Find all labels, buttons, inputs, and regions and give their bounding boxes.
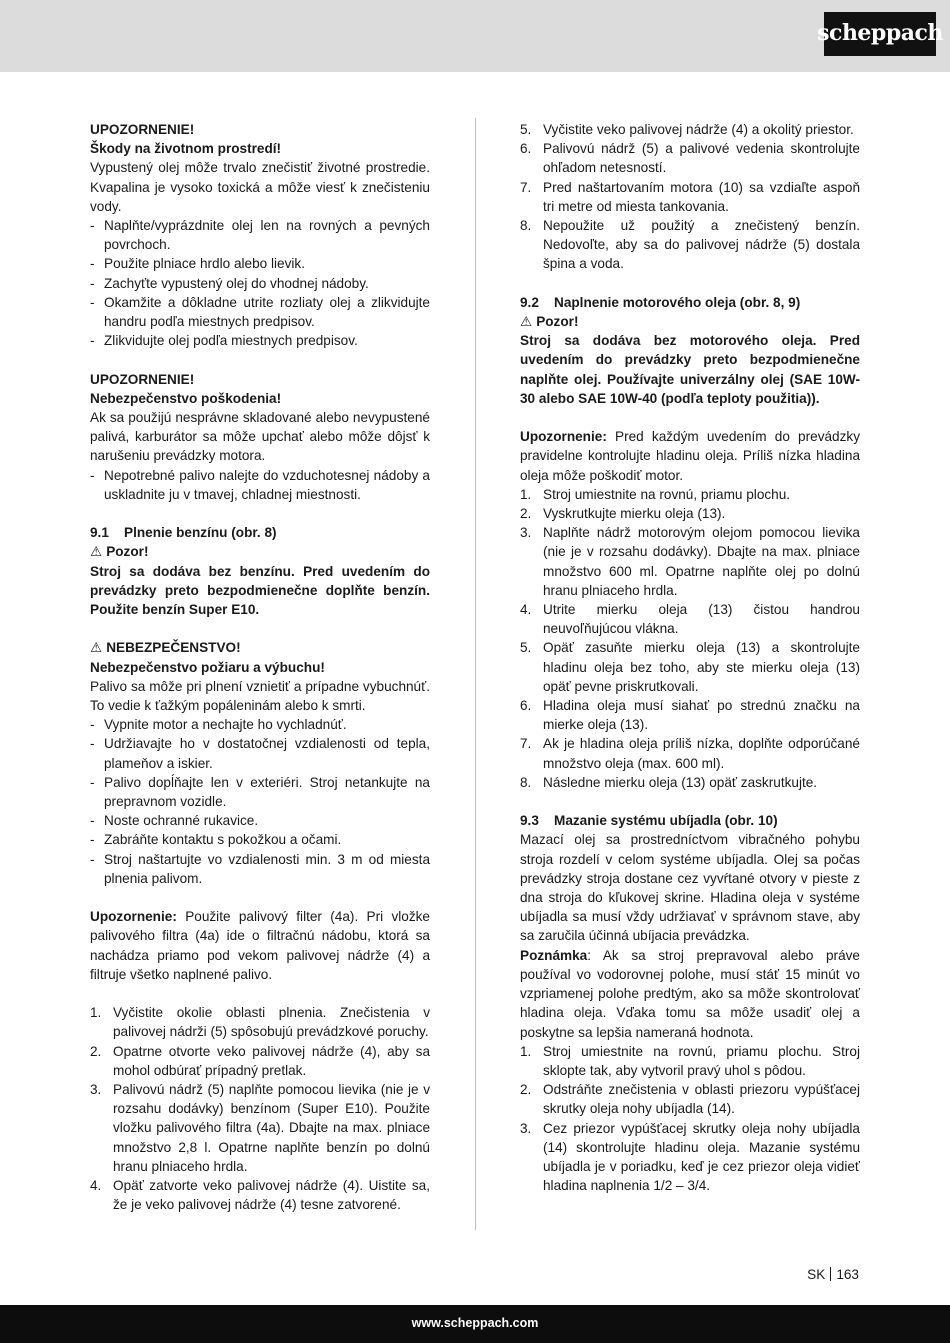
step-item: 4. Utrite mierku oleja (13) čistou handrou neuvoľňujúcou vlákna. [520, 602, 860, 637]
brand-logo: scheppach [824, 12, 936, 56]
section-heading [90, 523, 430, 542]
numbered-steps [520, 485, 860, 792]
section-number: 9.2 [520, 294, 539, 310]
list-item: - Naplňte/vyprázdnite olej len na rovných a pevných povrchoch. [90, 216, 430, 254]
step-item: 3. Naplňte nádrž motorovým olejom pomocou lievika (nie je v rozsahu dodávky). Dbajte na max. plniace množstvo 600 ml. Opatrne naplňte olej po dolnú hranu plniaceho hrdla. [520, 525, 860, 598]
page-number [807, 1265, 859, 1284]
step-item: 1. Stroj umiestnite na rovnú, priamu plochu. [520, 486, 791, 502]
caution-label: Pozor! [536, 314, 579, 330]
section-title: Naplnenie motorového oleja (obr. 8, 9) [554, 294, 801, 310]
caution-text: Stroj sa dodáva bez motorového oleja. Pred uvedením do prevádzky preto bezpodmienečne naplňte olej. Používajte univerzálny olej (SAE 10W-30 alebo SAE 10W-40 (podľa teploty použitia)). [520, 333, 860, 406]
list-item: - Zachyťte vypustený olej do vhodnej nádoby. [90, 274, 430, 293]
warning-triangle-icon: ⚠ [520, 314, 533, 330]
step-item: 8. Nepoužite už použitý a znečistený benzín. Nedovoľte, aby sa do palivovej nádrže (5) dostala špina a voda. [520, 218, 860, 272]
website-link[interactable]: www.scheppach.com [411, 1316, 539, 1331]
caution-line [90, 542, 430, 561]
danger-title [90, 638, 430, 657]
step-item: 5. Opäť zasuňte mierku oleja (13) a skontrolujte hladinu oleja bez toho, aby ste mierku oleja (13) opäť pevne priskrutkovali. [520, 640, 860, 694]
danger-list [90, 715, 430, 888]
page-number-value: 163 [836, 1267, 859, 1282]
section-number: 9.1 [90, 525, 109, 541]
page-separator [830, 1267, 831, 1281]
step-item: 6. Hladina oleja musí siahať po strednú značku na mierke oleja (13). [520, 698, 860, 733]
step-item: 1. Stroj umiestnite na rovnú, priamu plochu. Stroj sklopte tak, aby vytvoril pravý uhol s pôdou. [520, 1043, 860, 1078]
section-number: 9.3 [520, 813, 539, 829]
step-item: 8. Následne mierku oleja (13) opäť zaskrutkujte. [520, 774, 818, 790]
step-item: 2. Vyskrutkujte mierku oleja (13). [520, 506, 726, 522]
step-item: 5. Vyčistite veko palivovej nádrže (4) a okolitý priestor. [520, 122, 854, 137]
list-item: - Okamžite a dôkladne utrite rozliaty olej a zlikvidujte handru podľa miestnych predpisov. [90, 293, 430, 331]
step-item: 3. Palivovú nádrž (5) naplňte pomocou lievika (nie je v rozsahu dodávky) benzínom (Super E10). Použite vložku palivového filtra (4a). Dbajte na max. plniace množstvo 2,8 l. Opatrne naplňte benzín po dolnú hranu plniaceho hrdla. [90, 1082, 430, 1174]
left-column [90, 120, 430, 1215]
list-item: - Noste ochranné rukavice. [90, 811, 430, 830]
list-item: - Stroj naštartujte vo vzdialenosti min. 3 m od miesta plnenia palivom. [90, 850, 430, 888]
danger-label: NEBEZPEČENSTVO! [106, 640, 241, 656]
note-label: Upozornenie: [90, 909, 177, 925]
warning-triangle-icon: ⚠ [90, 640, 103, 656]
section-title: Mazanie systému ubíjadla (obr. 10) [554, 813, 778, 829]
language-code: SK [807, 1267, 826, 1282]
step-item: 3. Cez priezor vypúšťacej skrutky oleja nohy ubíjadla (14) skontrolujte hladinu oleja. Mazanie systému ubíjadla je v poriadku, keď je cez priezor oleja vidieť hladina naplnenia 1/2 – 3/4. [520, 1120, 860, 1194]
warning-subtitle: Nebezpečenstvo poškodenia! [90, 390, 282, 406]
section-heading [520, 293, 860, 312]
step-item: 7. Pred naštartovaním motora (10) sa vzdiaľte aspoň tri metre od miesta tankovania. [520, 179, 860, 214]
list-item: - Vypnite motor a nechajte ho vychladnúť. [90, 715, 430, 734]
numbered-steps [520, 1042, 860, 1196]
column-divider [475, 118, 476, 1230]
warning-title: UPOZORNENIE! [90, 122, 195, 137]
warning-triangle-icon: ⚠ [90, 544, 103, 560]
caution-line [520, 312, 860, 331]
note-paragraph [90, 907, 430, 984]
caution-text: Stroj sa dodáva bez benzínu. Pred uvedením do prevádzky preto bezpodmienečne doplňte benzín. Použite benzín Super E10. [90, 563, 430, 618]
list-item: - Nepotrebné palivo nalejte do vzduchotesnej nádoby a uskladnite ju v tmavej, chladnej miestnosti. [90, 466, 430, 504]
step-item: 1. Vyčistite okolie oblasti plnenia. Znečistenia v palivovej nádrži (5) spôsobujú prevádzkové poruchy. [90, 1005, 430, 1040]
list-item: - Zabráňte kontaktu s pokožkou a očami. [90, 830, 430, 849]
note-text: : Ak sa stroj prepravoval alebo práve používal vo vodorovnej polohe, musí stáť 15 minút vo vzpriamenej polohe predtým, ako sa môže skontrolovať hladina oleja. Vďaka tomu sa môže usadiť olej a poskytne sa lepšia nameraná hodnota. [520, 947, 860, 1040]
warning-subtitle: Škody na životnom prostredí! [90, 141, 282, 157]
list-item: - Použite plniace hrdlo alebo lievik. [90, 254, 430, 273]
header-bar [0, 0, 950, 72]
note-label: Poznámka [520, 947, 588, 963]
warning-title: UPOZORNENIE! [90, 371, 195, 387]
note-text: Použite palivový filter (4a). Pri vložke palivového filtra (4a) ide o filtračnú nádobu, ktorá sa nachádza priamo pod vekom palivovej nádrže (4) a filtruje všetko naplnené palivo. [90, 909, 430, 982]
danger-subtitle: Nebezpečenstvo požiaru a výbuchu! [90, 659, 325, 675]
list-item: - Zlikvidujte olej podľa miestnych predpisov. [90, 331, 430, 350]
list-item: - Udržiavajte ho v dostatočnej vzdialenosti od tepla, plameňov a iskier. [90, 734, 430, 772]
section-title: Plnenie benzínu (obr. 8) [124, 525, 277, 541]
note-paragraph [520, 427, 860, 485]
step-item: 2. Opatrne otvorte veko palivovej nádrže (4), aby sa mohol odbúrať prípadný pretlak. [90, 1043, 430, 1078]
numbered-steps [520, 120, 860, 274]
note-paragraph [520, 946, 860, 1042]
note-text: Pred každým uvedením do prevádzky pravidelne kontrolujte hladinu oleja. Príliš nízka hladina oleja môže poškodiť motor. [520, 429, 860, 483]
right-column [520, 120, 860, 1195]
caution-label: Pozor! [106, 544, 149, 560]
warning-text: Ak sa použijú nesprávne skladované alebo nevypustené palivá, karburátor sa môže upchať alebo môže dôjsť k narušeniu prevádzky motora. [90, 410, 430, 464]
step-item: 2. Odstráňte znečistenia v oblasti priezoru vypúšťacej skrutky oleja nohy ubíjadla (14). [520, 1082, 860, 1117]
section-heading [520, 811, 860, 830]
step-item: 4. Opäť zatvorte veko palivovej nádrže (4). Uistite sa, že je veko palivovej nádrže (4) tesne zatvorené. [90, 1178, 430, 1213]
step-item: 7. Ak je hladina oleja príliš nízka, doplňte odporúčané množstvo oleja (max. 600 ml). [520, 736, 860, 771]
danger-text: Palivo sa môže pri plnení vznietiť a prípadne vybuchnúť. To vedie k ťažkým popáleninám alebo k smrti. [90, 678, 430, 714]
warning-text: Vypustený olej môže trvalo znečistiť životné prostredie. Kvapalina je vysoko toxická a môže viesť k znečisteniu vody. [90, 160, 430, 214]
step-item: 6. Palivovú nádrž (5) a palivové vedenia skontrolujte ohľadom netesností. [520, 141, 860, 176]
section-text: Mazací olej sa prostredníctvom vibračného pohybu stroja rozdelí v celom systéme ubíjadla. Olej sa počas prevádzky stroja dostane cez vyvŕtané otvory v pieste z dna stroja do kľukovej skrine. Hladina oleja v systéme ubíjadla sa musí vždy udržiavať v správnom stave, aby sa zaručila účinná ubíjacia prevádzka. [520, 832, 860, 944]
note-label: Upozornenie: [520, 429, 607, 445]
warning-list [90, 216, 430, 350]
footer-bar [0, 1305, 950, 1343]
numbered-steps [90, 1003, 430, 1214]
list-item: - Palivo dopĺňajte len v exteriéri. Stroj netankujte na prepravnom vozidle. [90, 773, 430, 811]
